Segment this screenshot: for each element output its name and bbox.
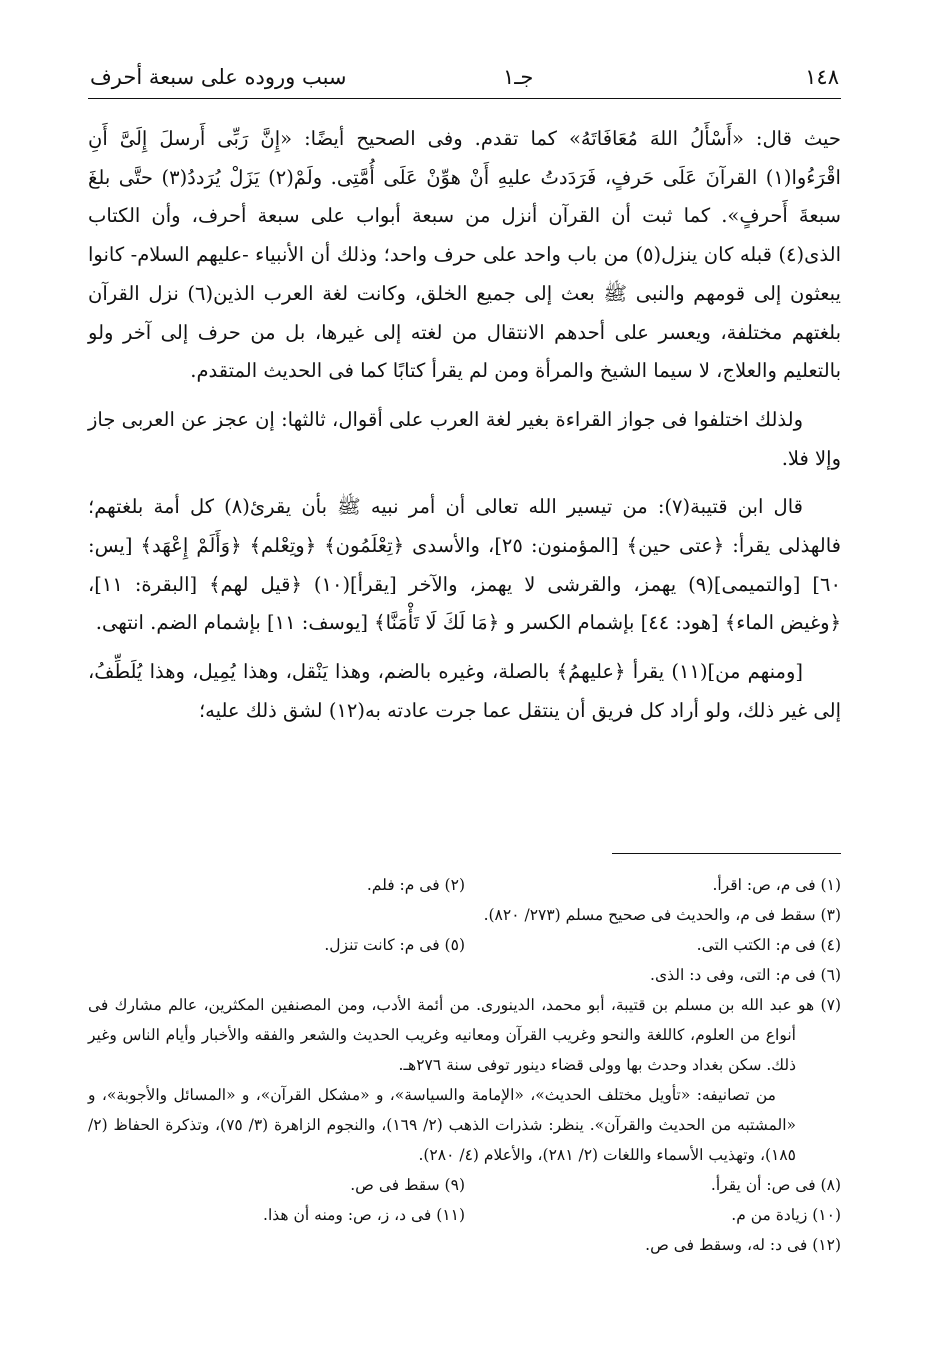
footnote-row	[88, 870, 841, 900]
paragraph-4: [ومنهم من](١١) يقرأ ﴿عليهمُ﴾ بالصلة، وغيره بالضم، وهذا يَنْقل، وهذا يُمِيل، وهذا يُلَطِّفُ، إلى غير ذلك، ولو أراد كل فريق أن ينتقل عما جرت عادته به(١٢) لشق ذلك عليه؛	[88, 660, 841, 722]
footnote-3: (٣) سقط فى م، والحديث فى صحيح مسلم (٢٧٣/ ٨٢٠).	[483, 906, 841, 924]
footnote-8: (٨) فى ص: أن يقرأ.	[710, 1176, 841, 1194]
footnote-7	[88, 990, 841, 1170]
footnote-row	[88, 1170, 841, 1200]
footnote-10: (١٠) زيادة من م.	[731, 1206, 841, 1224]
page-header	[88, 58, 841, 99]
running-title: سبب وروده على سبعة أحرف	[90, 65, 347, 89]
paragraph-2: ولذلك اختلفوا فى جواز القراءة بغير لغة العرب على أقوال، ثالثها: إن عجز عن العربى جاز وإلا فلا.	[88, 407, 841, 470]
footnote-5: (٥) فى م: كانت تنزل.	[324, 936, 465, 954]
footnote-7-main: (٧) هو عبد الله بن مسلم بن قتيبة، أبو محمد، الدينورى. من أئمة الأدب، ومن المصنفين المكثرين، عالم مشارك فى أنواع من العلوم، كاللغة والنحو وغريب القرآن ومعانيه وغريب الحديث والشعر والفقه والأخبار وأيام الناس وغير ذلك. سكن بغداد وحدث بها وولى قضاء دينور توفى سنة ٢٧٦هـ.	[88, 996, 841, 1074]
footnote-1: (١) فى م، ص: اقرأ.	[712, 876, 841, 894]
paragraph-1: حيث قال: «أَسْأَلُ اللهَ مُعَافَاتَهُ» كما تقدم. وفى الصحيح أيضًا: «إِنَّ رَبِّى أَرسلَ إِلَىَّ أَنِ اقْرَءُوا(١) القرآنَ عَلَى حَرفٍ، فَرَدَدتُ عليهِ أَنْ هوِّنْ عَلَى أُمَّتِى. ولَمْ(٢) يَزَلْ يُرَددُ(٣) حتَّى بلغَ سبعةَ أَحرفٍ». كما ثبت أن القرآن أنزل من سبعة أبواب على سبعة أحرف، وأن الكتاب الذى(٤) قبله كان ينزل(٥) من باب واحد على حرف واحد؛ وذلك أن الأنبياء -عليهم السلام- كانوا يبعثون إلى قومهم والنبى ﷺ بعث إلى جميع الخلق، وكانت لغة العرب الذين(٦) نزل القرآن بلغتهم مختلفة، ويعسر على أحدهم الانتقال من لغته إلى غيرها، بل من حرف إلى آخر ولو بالتعليم والعلاج، لا سيما الشيخ والمرأة ومن لم يقرأ كتابًا كما فى الحديث المتقدم.	[88, 127, 842, 383]
footnote-separator	[612, 853, 841, 854]
footnote-4: (٤) فى م: الكتب التى.	[696, 936, 841, 954]
footnote-7-works: من تصانيفه: «تأويل مختلف الحديث»، «الإمامة والسياسة»، و «مشكل القرآن»، و «المسائل والأجوبة»، و «المشتبه من الحديث والقرآن». ينظر: شذرات الذهب (٢/ ١٦٩)، والنجوم الزاهرة (٣/ ٧٥)، وتذكرة الحفاظ (٢/ ١٨٥)، وتهذيب الأسماء واللغات (٢/ ٢٨١)، والأعلام (٤/ ٢٨٠).	[88, 1086, 796, 1164]
paragraph-3: قال ابن قتيبة(٧): من تيسير الله تعالى أن أمر نبيه ﷺ بأن يقرئ(٨) كل أمة بلغتهم؛ فالهذلى يقرأ: ﴿عتى حين﴾ [المؤمنون: ٢٥]، والأسدى ﴿تِعْلَمُون﴾ ﴿وتِعْلم﴾ ﴿وَأَلَمْ إِعْهَد﴾ [يس: ٦٠] [والتميمى](٩) يهمز، والقرشى لا يهمز، والآخر [يقرأ](١٠) ﴿قيل لهم﴾ [البقرة: ١١]، ﴿وغيض الماء﴾ [هود: ٤٤] بإشمام الكسر و ﴿مَا لَكَ لَا تَأْمَنَّا﴾ [يوسف: ١١] بإشمام الضم. انتهى.	[88, 495, 841, 635]
footnote-2: (٢) فى م: فلم.	[366, 876, 465, 894]
footnote-9: (٩) سقط فى ص.	[350, 1176, 465, 1194]
footnote-12: (١٢) فى د: له، وسقط فى ص.	[645, 1236, 841, 1254]
footnote-11: (١١) فى د، ز، ص: ومنه أن هذا.	[263, 1206, 465, 1224]
page-number: ١٤٨	[805, 65, 839, 89]
footnote-row	[88, 1200, 841, 1230]
footnote-row	[88, 930, 841, 960]
volume-label: جـ١	[503, 65, 534, 89]
footnotes	[88, 870, 841, 1260]
footnote-6: (٦) فى م: التى، وفى د: الذى.	[650, 966, 841, 984]
main-text	[88, 120, 841, 741]
